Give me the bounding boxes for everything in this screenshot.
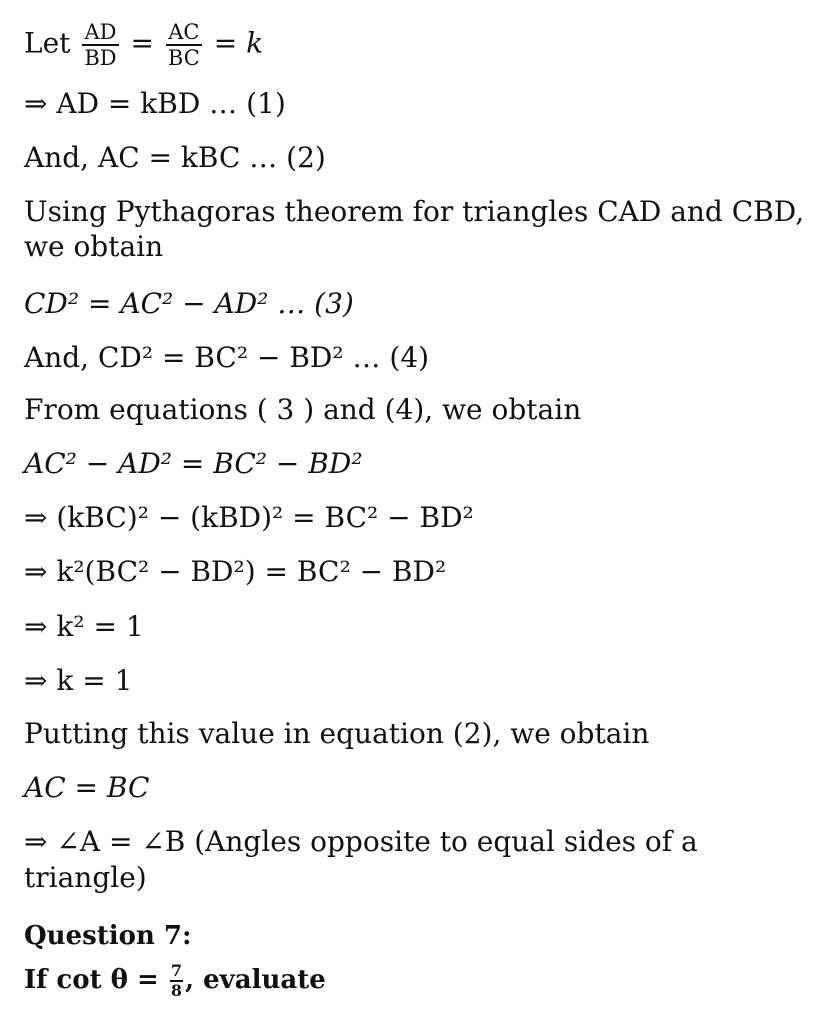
text-line-angles: ⇒ ∠A = ∠B (Angles opposite to equal sides of a (24, 825, 698, 858)
text-line-triangle: triangle) (24, 861, 147, 894)
fraction-numerator: 7 (170, 961, 183, 980)
fraction-denominator: 8 (170, 981, 183, 1000)
equation-line-3: CD² = AC² − AD² … (3) (24, 287, 354, 320)
equation-line-7: ⇒ k²(BC² − BD²) = BC² − BD² (24, 555, 447, 588)
fraction-numerator: AD (82, 20, 118, 46)
line-let-ratio (24, 20, 263, 70)
equals-sign: = (213, 26, 238, 60)
equals-sign: = (130, 26, 154, 60)
fraction-numerator: AC (166, 20, 202, 46)
equation-line-6: ⇒ (kBC)² − (kBD)² = BC² − BD² (24, 501, 474, 534)
fraction-denominator: BD (84, 46, 117, 70)
text-line-we-obtain: we obtain (24, 230, 164, 263)
text-line-from-equations: From equations ( 3 ) and (4), we obtain (24, 393, 582, 426)
fraction-seven-eighths (170, 962, 183, 1000)
variable-k: k (246, 26, 264, 60)
equation-line-1: ⇒ AD = kBD … (1) (24, 87, 286, 120)
question-suffix: , evaluate (185, 965, 326, 995)
equation-line-8: ⇒ k² = 1 (24, 610, 144, 643)
equation-line-10: AC = BC (24, 771, 150, 804)
text-line-putting-value: Putting this value in equation (2), we obtain (24, 717, 650, 750)
equation-line-5: AC² − AD² = BC² − BD² (24, 447, 363, 480)
question-title: Question 7: (24, 921, 192, 951)
fraction-ad-bd (82, 20, 118, 70)
equation-line-9: ⇒ k = 1 (24, 664, 133, 697)
text-line-pythagoras: Using Pythagoras theorem for triangles CAD and CBD, (24, 195, 805, 228)
fraction-denominator: BC (167, 46, 200, 70)
fraction-ac-bc (166, 20, 202, 70)
question-prefix: If cot θ = (24, 965, 159, 995)
equation-line-2: And, AC = kBC … (2) (24, 141, 326, 174)
question-text (24, 962, 326, 1000)
equation-line-4: And, CD² = BC² − BD² … (4) (24, 341, 430, 374)
let-word: Let (24, 26, 71, 60)
